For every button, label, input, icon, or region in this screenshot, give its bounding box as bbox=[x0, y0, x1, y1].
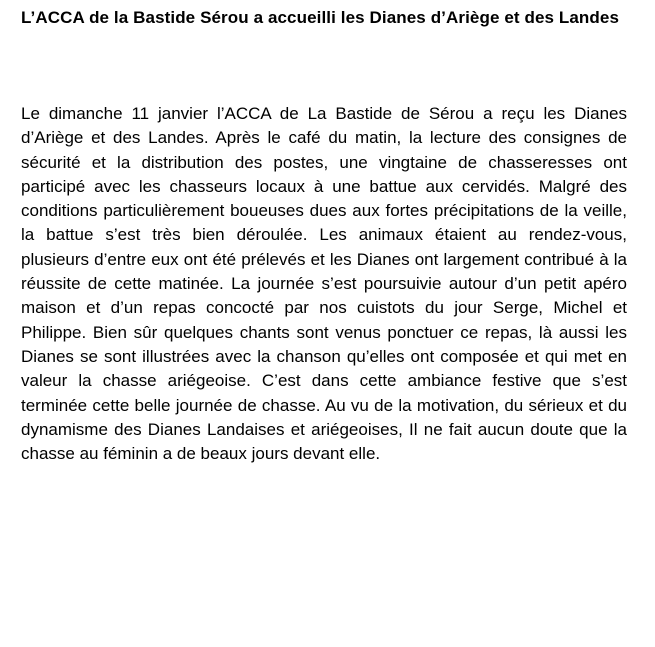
article-title: L’ACCA de la Bastide Sérou a accueilli les Dianes d’Ariège et des Landes bbox=[21, 8, 619, 27]
document-page bbox=[21, 6, 627, 466]
article-body: Le dimanche 11 janvier l’ACCA de La Bastide de Sérou a reçu les Dianes d’Ariège et des Landes. Après le café du matin, la lecture des consignes de sécurité et la distribution des postes, une vingtaine de chasseresses ont participé avec les chasseurs locaux à une battue aux cervidés. Malgré des conditions particulièrement boueuses dues aux fortes précipitations de la veille, la battue s’est très bien déroulée. Les animaux étaient au rendez-vous, plusieurs d’entre eux ont été prélevés et les Dianes ont largement contribué à la réussite de cette matinée. La journée s’est poursuivie autour d’un petit apéro maison et d’un repas concocté par nos cuistots du jour Serge, Michel et Philippe. Bien sûr quelques chants sont venus ponctuer ce repas, là aussi les Dianes se sont illustrées avec la chanson qu’elles ont composée et qui met en valeur la chasse ariégeoise. C’est dans cette ambiance festive que s’est terminée cette belle journée de chasse. Au vu de la motivation, du sérieux et du dynamisme des Dianes Landaises et ariégeoises, Il ne fait aucun doute que la chasse au féminin a de beaux jours devant elle. bbox=[21, 104, 627, 464]
